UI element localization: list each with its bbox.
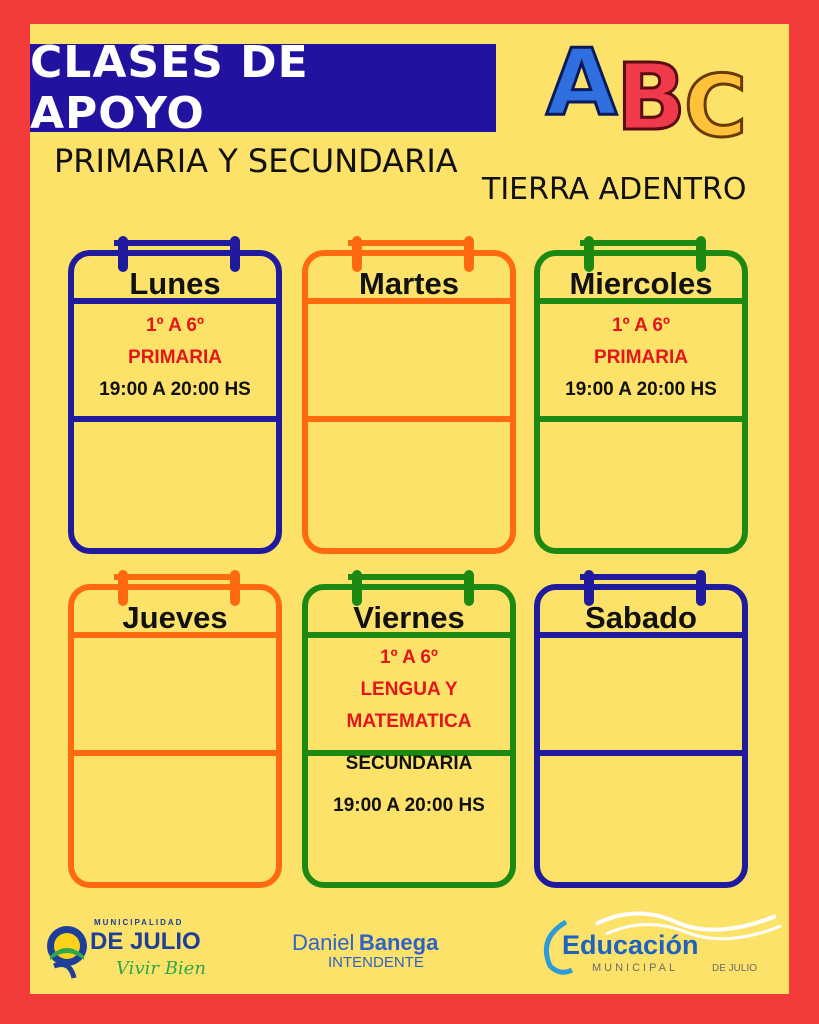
subtitle: PRIMARIA Y SECUNDARIA xyxy=(54,142,458,180)
calendar-top-bar xyxy=(580,574,702,580)
title-banner xyxy=(30,37,496,139)
class-info-line: 1º A 6º xyxy=(146,315,204,336)
calendar-divider xyxy=(74,416,276,422)
muni-name: DE JULIO xyxy=(90,928,201,955)
class-info-line: PRIMARIA xyxy=(594,347,688,368)
edu-subtitle: MUNICIPAL xyxy=(592,962,679,974)
day-name: Martes xyxy=(359,266,459,301)
mayor-first-name: Daniel xyxy=(292,930,355,955)
class-info-line: PRIMARIA xyxy=(128,347,222,368)
abc-balloon-letters xyxy=(538,24,758,144)
day-name: Sabado xyxy=(585,600,697,635)
class-info-line: 1º A 6º xyxy=(380,647,438,668)
flyer xyxy=(30,24,789,994)
mayor-role: INTENDENTE xyxy=(328,954,424,971)
calendar-top-bar xyxy=(348,574,470,580)
day-card-martes xyxy=(302,250,516,554)
class-info xyxy=(308,642,510,822)
class-info-line: 19:00 A 20:00 HS xyxy=(565,379,717,400)
sun-logo-icon xyxy=(44,920,90,980)
location-label: TIERRA ADENTRO xyxy=(482,172,747,207)
day-card-viernes xyxy=(302,584,516,888)
class-info-line: SECUNDARIA xyxy=(345,753,473,774)
muni-top-label: MUNICIPALIDAD xyxy=(94,918,184,927)
educacion-logo xyxy=(536,904,786,984)
class-info xyxy=(74,310,276,406)
mayor-logo xyxy=(292,930,472,980)
svg-text:C: C xyxy=(684,57,748,144)
calendar-top-bar xyxy=(580,240,702,246)
day-name: Viernes xyxy=(353,600,465,635)
day-name: Lunes xyxy=(129,266,221,301)
day-card-lunes xyxy=(68,250,282,554)
calendar-top-bar xyxy=(114,574,236,580)
class-info-line: LENGUA Y xyxy=(360,679,458,700)
muni-tagline: Vivir Bien xyxy=(116,958,206,979)
calendar-divider xyxy=(308,416,510,422)
mayor-last-name: Banega xyxy=(358,930,439,955)
day-card-sabado xyxy=(534,584,748,888)
calendar-divider xyxy=(74,750,276,756)
calendar-divider xyxy=(540,416,742,422)
class-info-line: 1º A 6º xyxy=(612,315,670,336)
municipalidad-logo xyxy=(44,918,244,984)
calendar-top-bar xyxy=(348,240,470,246)
class-info xyxy=(540,310,742,406)
calendar-top-bar xyxy=(114,240,236,246)
calendar-divider xyxy=(540,750,742,756)
svg-text:A: A xyxy=(546,29,618,136)
edu-title: Educación xyxy=(562,930,699,960)
day-card-jueves xyxy=(68,584,282,888)
day-name: Miercoles xyxy=(569,266,713,301)
edu-subtitle-2: DE JULIO xyxy=(712,963,758,974)
svg-text:B: B xyxy=(616,44,687,144)
class-info-line: 19:00 A 20:00 HS xyxy=(99,379,251,400)
day-card-miercoles xyxy=(534,250,748,554)
class-info-line: 19:00 A 20:00 HS xyxy=(333,795,485,816)
page-title: CLASES DE APOYO xyxy=(30,37,309,139)
day-name: Jueves xyxy=(122,600,228,635)
class-info-line: MATEMATICA xyxy=(346,711,472,732)
